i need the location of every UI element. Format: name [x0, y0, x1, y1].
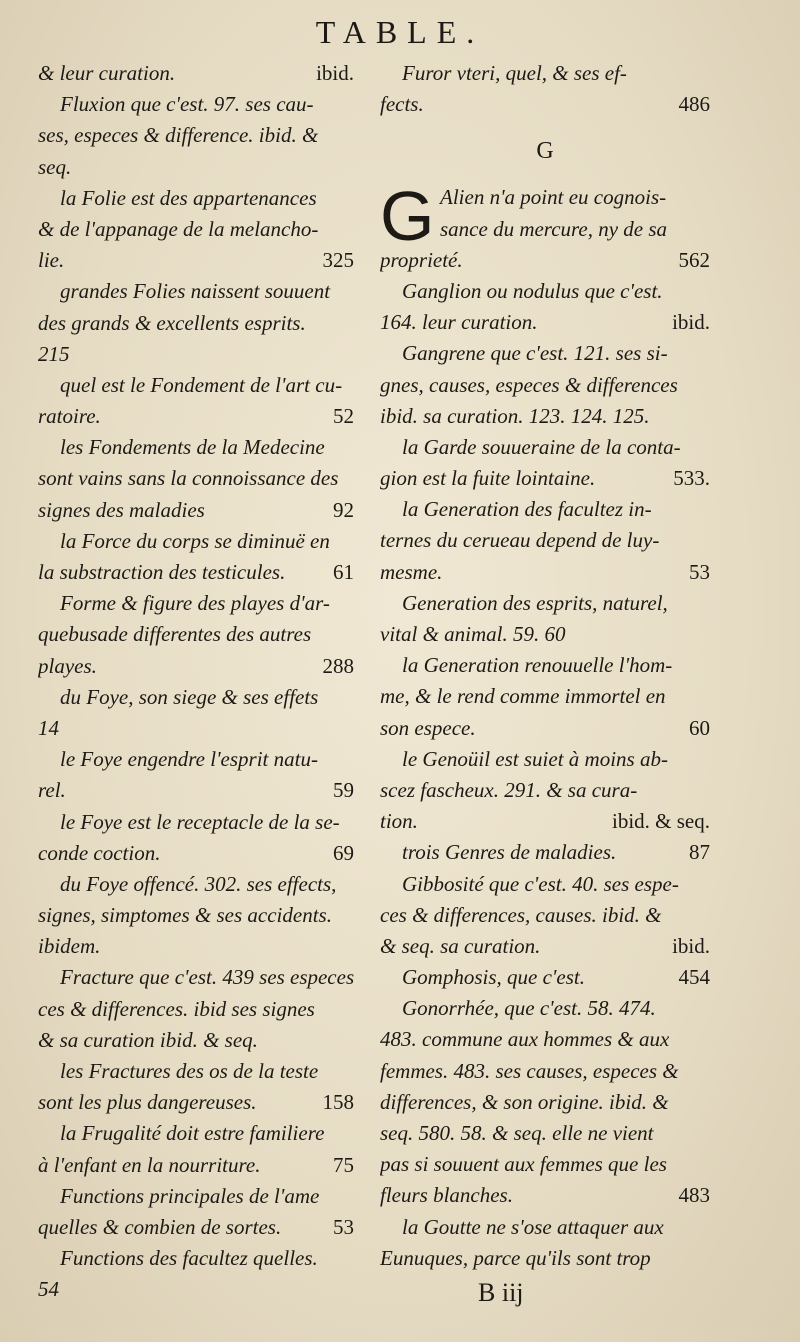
entry-text: 215: [38, 341, 70, 366]
index-line: [380, 1056, 710, 1087]
entry-text: Furor vteri, quel, & ses ef-: [402, 61, 627, 85]
index-line: [38, 339, 354, 370]
entry-text: mesme.: [380, 559, 443, 584]
right-column: [380, 58, 710, 1274]
entry-text: rel.: [38, 778, 66, 803]
page-reference: ibid. & seq.: [612, 809, 710, 834]
index-line: [38, 1243, 354, 1274]
entry-text: la Goutte ne s'ose attaquer aux: [402, 1214, 664, 1239]
entry-text: pas si souuent aux femmes que les: [380, 1152, 667, 1177]
page-reference: 52: [333, 404, 354, 429]
index-line: [380, 962, 710, 993]
index-line: [380, 713, 710, 744]
entry-text: vital & animal. 59. 60: [380, 622, 566, 646]
entry-text: seq. 580. 58. & seq. elle ne vient: [380, 1121, 654, 1145]
page-reference: 53: [689, 559, 710, 584]
entry-text: 54: [38, 1277, 59, 1302]
index-line: [38, 557, 354, 588]
index-line: [380, 463, 710, 494]
page-reference: 288: [322, 653, 354, 678]
page-reference: 61: [333, 560, 354, 584]
index-line: [380, 869, 710, 900]
entry-text: des grands & excellents esprits.: [38, 310, 306, 335]
entry-text: & de l'appanage de la melancho-: [38, 216, 319, 241]
entry-text: le Genoüil est suiet à moins ab-: [402, 746, 668, 771]
index-line: [38, 1150, 354, 1181]
index-line: [38, 807, 354, 838]
index-line: [380, 1118, 710, 1149]
page-reference: 158: [322, 1090, 354, 1115]
entry-text: la Garde souueraine de la conta-: [402, 434, 681, 459]
index-line: [380, 1212, 710, 1243]
index-line: [380, 307, 710, 338]
page-reference: 87: [689, 840, 710, 865]
index-line: [380, 775, 710, 806]
entry-text: gion est la fuite lointaine.: [380, 466, 596, 491]
entry-text: 14: [38, 715, 59, 740]
index-line: [38, 120, 354, 151]
index-line: [380, 993, 710, 1024]
index-line: [38, 526, 354, 557]
entry-text: Gomphosis, que c'est.: [402, 965, 585, 990]
index-line: [38, 682, 354, 713]
index-line: [38, 619, 354, 650]
index-line: [380, 806, 710, 837]
index-line: [380, 619, 710, 650]
entry-text: sont vains sans la connoissance des: [38, 466, 339, 491]
entry-text: fects.: [380, 92, 424, 117]
index-line: [380, 1243, 710, 1274]
entry-text: femmes. 483. ses causes, especes &: [380, 1058, 679, 1083]
left-column: [38, 58, 354, 1306]
page-reference: 75: [333, 1152, 354, 1177]
index-line: [380, 370, 710, 401]
index-line: [380, 1024, 710, 1055]
entry-text: Gangrene que c'est. 121. ses si-: [402, 341, 668, 366]
entry-text: lie.: [38, 248, 65, 273]
dropcap-block: [380, 177, 710, 256]
index-line: [38, 276, 354, 307]
index-line: [38, 1056, 354, 1087]
index-line: [38, 1025, 354, 1056]
entry-text: 164. leur curation.: [380, 310, 538, 335]
index-line: [38, 401, 354, 432]
index-line: [380, 557, 710, 588]
page-reference: 533.: [673, 466, 710, 491]
entry-text: du Foye, son siege & ses effets: [60, 684, 319, 709]
index-line: [38, 775, 354, 806]
entry-text: 483. commune aux hommes & aux: [380, 1027, 670, 1052]
index-line: [38, 308, 354, 339]
entry-text: Functions principales de l'ame: [60, 1183, 320, 1208]
entry-text: me, & le rend comme immortel en: [380, 684, 666, 709]
entry-text: signes, simptomes & ses accidents.: [38, 903, 332, 928]
index-line: [38, 432, 354, 463]
index-line: [38, 214, 354, 245]
entry-text: Forme & figure des playes d'ar-: [60, 591, 330, 616]
entry-text: Generation des esprits, naturel,: [402, 590, 668, 615]
index-line: [38, 900, 354, 931]
entry-text: scez fascheux. 291. & sa cura-: [380, 777, 638, 802]
entry-text: ibidem.: [38, 934, 101, 959]
page-reference: 483: [678, 1183, 710, 1208]
index-line: [38, 838, 354, 869]
entry-text: conde coction.: [38, 840, 161, 865]
index-line: [380, 401, 710, 432]
index-line: [38, 962, 354, 993]
index-line: [38, 713, 354, 744]
entry-text: la Generation des facultez in-: [402, 497, 652, 522]
entry-text: signes des maladies: [38, 497, 205, 522]
index-line: [380, 494, 710, 525]
index-line: [38, 495, 354, 526]
page-reference: 69: [333, 840, 354, 865]
entry-text: differences, & son origine. ibid. &: [380, 1089, 669, 1114]
entry-text: le Foye est le receptacle de la se-: [60, 809, 340, 834]
index-line: [38, 744, 354, 775]
entry-text: sance du mercure, ny de sa: [440, 216, 668, 241]
index-line: [380, 837, 710, 868]
index-line: [380, 1149, 710, 1180]
index-line: [380, 931, 710, 962]
entry-text: Gonorrhée, que c'est. 58. 474.: [402, 996, 656, 1021]
index-line: [38, 588, 354, 619]
signature-mark: B iij: [478, 1278, 524, 1307]
entry-text: & leur curation.: [38, 61, 176, 85]
entry-text: les Fractures des os de la teste: [60, 1059, 319, 1083]
entry-text: à l'enfant en la nourriture.: [38, 1152, 261, 1177]
index-line: [380, 1087, 710, 1118]
entry-text: tion.: [380, 809, 418, 834]
entry-text: proprieté.: [380, 247, 463, 272]
index-line: [380, 650, 710, 681]
page-reference: 454: [678, 965, 710, 990]
entry-text: ratoire.: [38, 404, 101, 429]
index-line: [380, 432, 710, 463]
entry-text: Ganglion ou nodulus que c'est.: [402, 278, 663, 303]
entry-text: trois Genres de maladies.: [402, 840, 617, 865]
index-line: [38, 245, 354, 276]
index-line: [380, 89, 710, 120]
entry-text: Eunuques, parce qu'ils sont trop: [380, 1245, 651, 1270]
index-line: [38, 1087, 354, 1118]
index-line: [380, 1180, 710, 1211]
index-line: [38, 1181, 354, 1212]
index-line: [380, 525, 710, 556]
index-line: [38, 1212, 354, 1243]
page-reference: ibid.: [316, 61, 354, 85]
index-line: [38, 183, 354, 214]
page-title: TABLE.: [315, 14, 485, 50]
entry-text: seq.: [38, 154, 72, 179]
entry-text: la substraction des testicules.: [38, 560, 286, 584]
entry-text: Gibbosité que c'est. 40. ses espe-: [402, 871, 679, 896]
index-line: [380, 338, 710, 369]
index-line: [380, 681, 710, 712]
entry-text: playes.: [38, 653, 97, 678]
entry-text: du Foye offencé. 302. ses effects,: [60, 871, 337, 896]
entry-text: quel est le Fondement de l'art cu-: [60, 372, 343, 397]
entry-text: & seq. sa curation.: [380, 933, 541, 958]
entry-text: ternes du cerueau depend de luy-: [380, 528, 660, 553]
entry-text: ses, especes & difference. ibid. &: [38, 123, 319, 148]
entry-text: la Force du corps se diminuë en: [60, 528, 330, 553]
entry-text: la Generation renouuelle l'hom-: [402, 653, 673, 678]
index-line: [380, 900, 710, 931]
entry-text: sont les plus dangereuses.: [38, 1090, 257, 1115]
entry-text: quebusade differentes des autres: [38, 622, 312, 647]
entry-text: quelles & combien de sortes.: [38, 1214, 282, 1239]
page-reference: ibid.: [672, 310, 710, 335]
index-line: [38, 931, 354, 962]
index-line: [380, 276, 710, 307]
index-line: [380, 744, 710, 775]
index-line: [38, 994, 354, 1025]
index-line: [38, 651, 354, 682]
dropcap: G: [380, 177, 435, 256]
entry-text: ces & differences, causes. ibid. &: [380, 902, 662, 927]
page-reference: 53: [333, 1214, 354, 1239]
index-line: [380, 588, 710, 619]
index-line: [38, 58, 354, 89]
page-reference: 486: [678, 92, 710, 117]
index-line: [38, 1118, 354, 1149]
entry-text: Fracture que c'est. 439 ses especes: [60, 965, 354, 990]
page-reference: ibid.: [672, 933, 710, 958]
entry-text: Functions des facultez quelles.: [60, 1246, 318, 1271]
entry-text: son espece.: [380, 715, 476, 740]
entry-text: Fluxion que c'est. 97. ses cau-: [60, 92, 314, 117]
entry-text: ibid. sa curation. 123. 124. 125.: [380, 403, 650, 428]
entry-text: le Foye engendre l'esprit natu-: [60, 747, 318, 772]
page-reference: 92: [333, 497, 354, 522]
page-reference: 59: [333, 778, 354, 803]
entry-text: fleurs blanches.: [380, 1183, 513, 1208]
entry-text: les Fondements de la Medecine: [60, 435, 325, 460]
entry-text: la Frugalité doit estre familiere: [60, 1121, 325, 1146]
index-line: [380, 58, 710, 89]
letter-heading: G: [536, 138, 554, 165]
entry-text: grandes Folies naissent souuent: [60, 279, 331, 304]
entry-text: ces & differences. ibid ses signes: [38, 996, 315, 1021]
index-line: [38, 463, 354, 494]
index-line: [38, 152, 354, 183]
entry-text: Alien n'a point eu cognois-: [440, 185, 667, 210]
index-line: [38, 1274, 354, 1305]
page-reference: 60: [689, 715, 710, 740]
index-line: [38, 370, 354, 401]
page-reference: 562: [678, 247, 710, 272]
index-line: [38, 89, 354, 120]
entry-text: & sa curation ibid. & seq.: [38, 1027, 258, 1052]
page-reference: 325: [322, 248, 354, 273]
entry-text: la Folie est des appartenances: [60, 185, 317, 210]
entry-text: gnes, causes, especes & differences: [380, 372, 678, 397]
index-line: [38, 869, 354, 900]
